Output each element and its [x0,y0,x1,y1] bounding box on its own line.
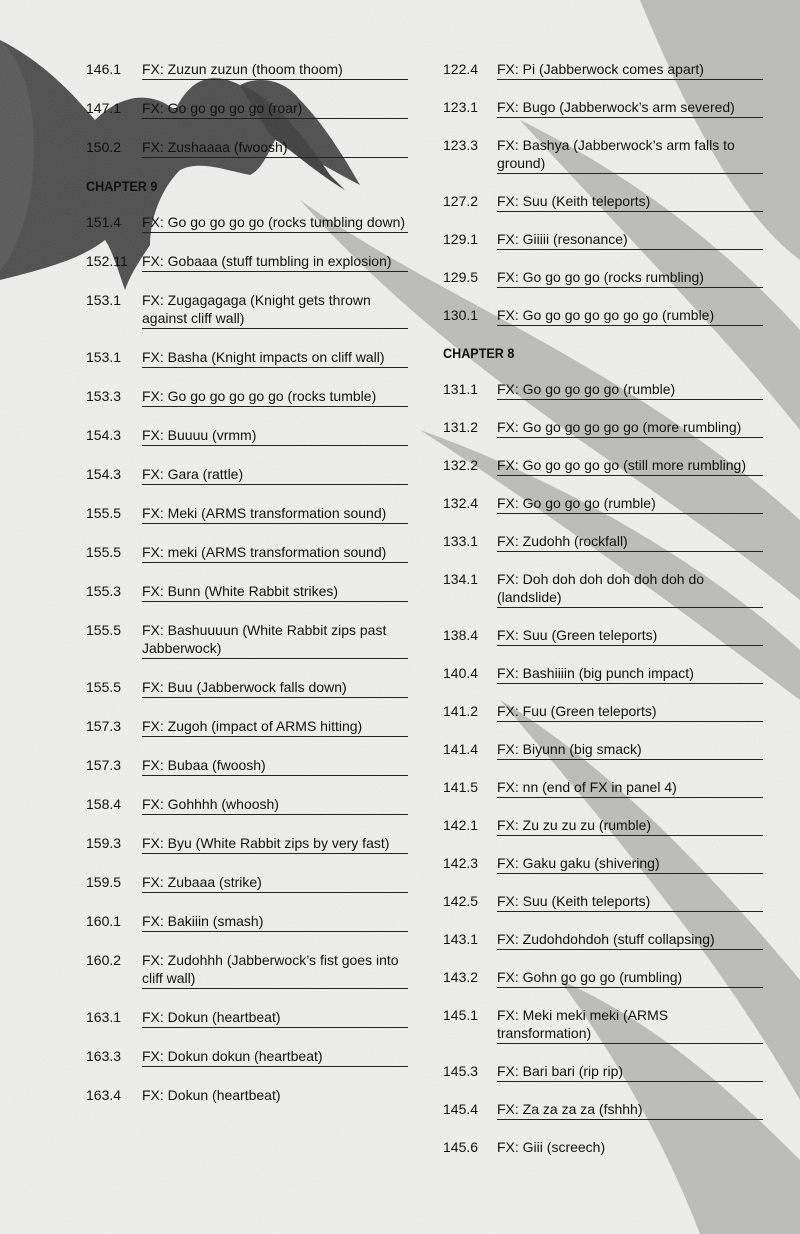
fx-entry [443,816,763,836]
fx-entry [86,795,408,815]
panel-number: 153.3 [86,388,122,404]
fx-entry [86,387,408,407]
fx-translation: FX: Suu (Green teleports) [497,626,763,646]
fx-entry [86,543,408,563]
fx-entry [443,136,763,174]
fx-translation: FX: Zudohhh (Jabberwock’s fist goes into cliff wall) [142,951,408,989]
fx-entry [86,621,408,659]
fx-translation: FX: Bubaa (fwoosh) [142,756,408,776]
fx-entry [443,702,763,722]
fx-translation: FX: Doh doh doh doh doh doh do (landslide) [497,570,763,608]
panel-number: 123.3 [443,137,479,153]
fx-entry [86,582,408,602]
fx-translation: FX: Go go go go go go go (rumble) [497,306,763,326]
panel-number: 157.3 [86,718,122,734]
fx-entry [86,1086,408,1105]
panel-number: 159.3 [86,835,122,851]
fx-entry [443,854,763,874]
fx-entry [86,138,408,158]
fx-entry [443,1062,763,1082]
panel-number: 154.3 [86,427,122,443]
panel-number: 160.1 [86,913,122,929]
fx-entry [443,192,763,212]
fx-entry [443,230,763,250]
panel-number: 141.2 [443,703,479,719]
fx-entry [443,418,763,438]
panel-number: 145.4 [443,1101,479,1117]
panel-number: 155.3 [86,583,122,599]
panel-number: 155.5 [86,622,122,638]
panel-number: 122.4 [443,61,479,77]
panel-number: 141.4 [443,741,479,757]
fx-entry [86,291,408,329]
fx-entry [86,426,408,446]
panel-number: 142.3 [443,855,479,871]
panel-number: 142.1 [443,817,479,833]
fx-entry [86,756,408,776]
fx-entry [86,1008,408,1028]
fx-entry [86,1047,408,1067]
fx-translation: FX: Suu (Keith teleports) [497,892,763,912]
fx-entry [443,626,763,646]
fx-entry [443,664,763,684]
fx-translation: FX: Meki (ARMS transformation sound) [142,504,408,524]
panel-number: 143.1 [443,931,479,947]
fx-translation: FX: Zudohdohdoh (stuff collapsing) [497,930,763,950]
fx-translation: FX: Byu (White Rabbit zips by very fast) [142,834,408,854]
fx-translation: FX: meki (ARMS transformation sound) [142,543,408,563]
fx-translation: FX: Go go go go go go (more rumbling) [497,418,763,438]
fx-entry [443,98,763,118]
fx-translation: FX: Bugo (Jabberwock’s arm severed) [497,98,763,118]
fx-translation: FX: Go go go go go (roar) [142,99,408,119]
fx-entry [86,465,408,485]
fx-entry [443,930,763,950]
panel-number: 141.5 [443,779,479,795]
fx-translation: FX: Giiiii (resonance) [497,230,763,250]
panel-number: 155.5 [86,679,122,695]
fx-entry [443,494,763,514]
panel-number: 127.2 [443,193,479,209]
fx-entry [86,504,408,524]
fx-entry [86,99,408,119]
fx-translation: FX: Go go go go (rumble) [497,494,763,514]
fx-entry [443,380,763,400]
fx-translation: FX: Bashiiiin (big punch impact) [497,664,763,684]
panel-number: 151.4 [86,214,122,230]
fx-translation: FX: Fuu (Green teleports) [497,702,763,722]
left-column [86,60,408,1124]
fx-entry [86,951,408,989]
fx-translation: FX: Zugoh (impact of ARMS hitting) [142,717,408,737]
panel-number: 142.5 [443,893,479,909]
fx-translation: FX: Go go go go go (rocks tumbling down) [142,213,408,233]
fx-translation: FX: Buu (Jabberwock falls down) [142,678,408,698]
fx-translation: FX: Go go go go (rocks rumbling) [497,268,763,288]
fx-translation: FX: Zuzun zuzun (thoom thoom) [142,60,408,80]
fx-entry [86,213,408,233]
panel-number: 157.3 [86,757,122,773]
fx-entry [443,968,763,988]
panel-number: 155.5 [86,544,122,560]
fx-entry [86,252,408,272]
fx-entry [86,717,408,737]
fx-entry [443,268,763,288]
fx-entry [443,60,763,80]
fx-translation: FX: Suu (Keith teleports) [497,192,763,212]
fx-entry [443,892,763,912]
fx-translation: FX: Zudohh (rockfall) [497,532,763,552]
panel-number: 153.1 [86,349,122,365]
fx-translation: FX: nn (end of FX in panel 4) [497,778,763,798]
panel-number: 152.11 [86,253,128,269]
fx-entry [443,740,763,760]
fx-entry [443,532,763,552]
fx-entry [443,456,763,476]
panel-number: 134.1 [443,571,479,587]
fx-translation: FX: Gara (rattle) [142,465,408,485]
chapter-heading: CHAPTER 9 [86,178,158,194]
fx-translation: FX: Pi (Jabberwock comes apart) [497,60,763,80]
panel-number: 138.4 [443,627,479,643]
fx-translation: FX: Zugagagaga (Knight gets thrown against cliff wall) [142,291,408,329]
panel-number: 145.6 [443,1139,479,1155]
fx-translation: FX: Gohhhh (whoosh) [142,795,408,815]
panel-number: 140.4 [443,665,479,681]
fx-translation: FX: Zubaaa (strike) [142,873,408,893]
panel-number: 163.1 [86,1009,122,1025]
fx-translation: FX: Gobaaa (stuff tumbling in explosion) [142,252,408,272]
fx-translation: FX: Gohn go go go (rumbling) [497,968,763,988]
fx-translation: FX: Basha (Knight impacts on cliff wall) [142,348,408,368]
fx-translation: FX: Gaku gaku (shivering) [497,854,763,874]
fx-entry [86,834,408,854]
panel-number: 130.1 [443,307,479,323]
chapter-heading: CHAPTER 8 [443,345,515,361]
fx-entry [86,348,408,368]
panel-number: 145.1 [443,1007,479,1023]
fx-entry [86,873,408,893]
right-column [443,60,763,1175]
panel-number: 158.4 [86,796,122,812]
panel-number: 150.2 [86,139,122,155]
fx-translation: FX: Dokun (heartbeat) [142,1008,408,1028]
fx-entry [86,60,408,80]
panel-number: 155.5 [86,505,122,521]
fx-translation: FX: Go go go go go go (rocks tumble) [142,387,408,407]
fx-translation: FX: Zushaaaa (fwoosh) [142,138,408,158]
panel-number: 132.4 [443,495,479,511]
fx-entry [86,912,408,932]
panel-number: 131.1 [443,381,479,397]
fx-translation: FX: Bunn (White Rabbit strikes) [142,582,408,602]
fx-entry [443,1100,763,1120]
fx-translation: FX: Go go go go go (still more rumbling) [497,456,763,476]
panel-number: 160.2 [86,952,122,968]
fx-entry [443,778,763,798]
fx-translation: FX: Biyunn (big smack) [497,740,763,760]
panel-number: 147.1 [86,100,122,116]
panel-number: 129.5 [443,269,479,285]
panel-number: 145.3 [443,1063,479,1079]
panel-number: 159.5 [86,874,122,890]
fx-translation: FX: Go go go go go (rumble) [497,380,763,400]
fx-translation: FX: Buuuu (vrmm) [142,426,408,446]
fx-translation: FX: Zu zu zu zu (rumble) [497,816,763,836]
panel-number: 154.3 [86,466,122,482]
fx-translation: FX: Dokun dokun (heartbeat) [142,1047,408,1067]
panel-number: 153.1 [86,292,122,308]
panel-number: 163.4 [86,1087,122,1103]
fx-translation: FX: Dokun (heartbeat) [142,1087,281,1103]
fx-entry [443,306,763,326]
fx-entry [443,570,763,608]
panel-number: 132.2 [443,457,479,473]
fx-translation: FX: Giii (screech) [497,1139,606,1155]
fx-translation: FX: Bashuuuun (White Rabbit zips past Jabberwock) [142,621,408,659]
fx-entry [443,1138,763,1157]
panel-number: 129.1 [443,231,479,247]
panel-number: 163.3 [86,1048,122,1064]
panel-number: 131.2 [443,419,479,435]
fx-translation: FX: Bari bari (rip rip) [497,1062,763,1082]
fx-translation: FX: Bakiiin (smash) [142,912,408,932]
fx-translation: FX: Bashya (Jabberwock’s arm falls to ground) [497,136,763,174]
fx-entry [443,1006,763,1044]
panel-number: 133.1 [443,533,479,549]
panel-number: 146.1 [86,61,122,77]
fx-translation: FX: Za za za za (fshhh) [497,1100,763,1120]
panel-number: 123.1 [443,99,479,115]
panel-number: 143.2 [443,969,479,985]
fx-entry [86,678,408,698]
fx-translation: FX: Meki meki meki (ARMS transformation) [497,1006,763,1044]
